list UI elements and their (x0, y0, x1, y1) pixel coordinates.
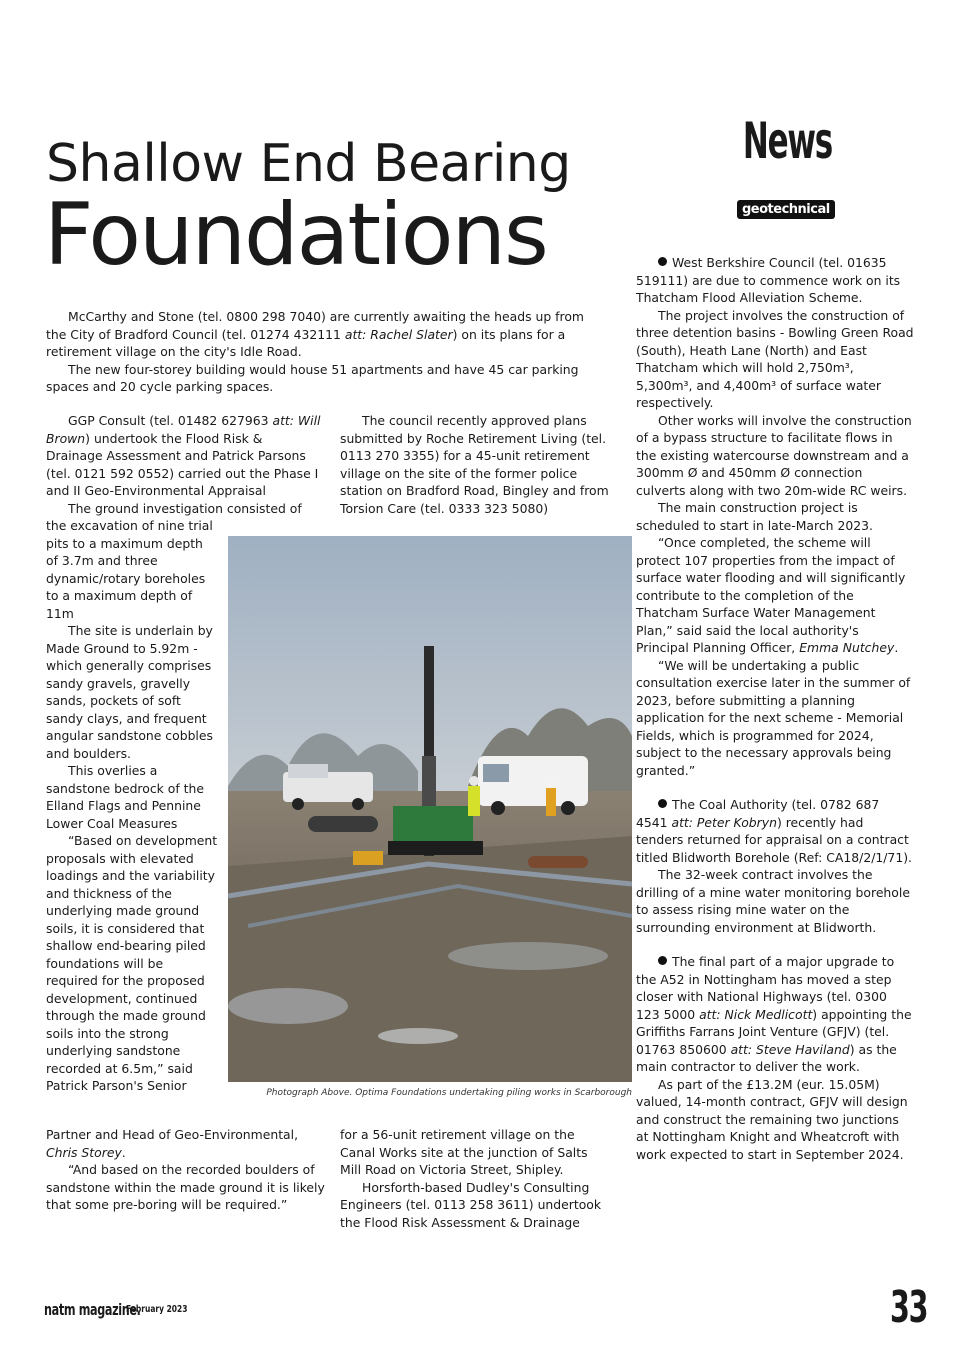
intro-text: McCarthy and Stone (tel. 0800 298 7040) are currently awaiting the heads up from the City of Bradford Council (tel. 01274 432111 att: Rachel Slater) on its plans for a retirement village on the city's Idle Road. The new four-storey building would house 51 apartments and have 45 car parking spaces and 20 cycle parking spaces. (46, 308, 606, 396)
magazine-name: natm magazine. (44, 1300, 141, 1319)
page-number: 33 (890, 1282, 928, 1333)
bullet-icon (658, 257, 667, 266)
issue-date: February 2023 (126, 1304, 188, 1315)
col1-top: GGP Consult (tel. 01482 627963 att: Will Brown) undertook the Flood Risk & Drainage Assessment and Patrick Parsons (tel. 0121 592 0552) carried out the Phase I and II Geo-Environmental Appraisal The ground investigation consisted of (46, 413, 321, 516)
headline-line1: Shallow End Bearing (46, 134, 571, 194)
photo-caption: Photograph Above. Optima Foundations undertaking piling works in Scarborough (266, 1088, 632, 1098)
headline-line2: Foundations (44, 185, 547, 285)
category-tag: geotechnical (737, 200, 835, 219)
bullet-icon (658, 956, 667, 965)
site-photo (228, 536, 632, 1082)
bullet-icon (658, 799, 667, 808)
col1-bottom: Partner and Head of Geo-Environmental, Chris Storey. “And based on the recorded boulders of sandstone within the made ground it is likely that some pre-boring will be required.” (46, 1127, 325, 1212)
col3: West Berkshire Council (tel. 01635 519111) are due to commence work on its Thatcham Flood Alleviation Scheme. The project involves the construction of three detention basins - Bowling Green Road (South), Heath Lane (North) and East Thatcham which will hold 2,750m³, 5,300m³, and 4,400m³ of surface water respectively. Other works will involve the construction of a bypass structure to facilitate flows in the existing watercourse downstream and a 300mm Ø and 450mm Ø connection culverts along with two 20m-wide RC weirs. The main construction project is scheduled to start in late-March 2023. “Once completed, the scheme will protect 107 properties from the impact of surface water flooding and will significantly contribute to the completion of the Thatcham Surface Water Management Plan,” said said the local authority's Principal Planning Officer, Emma Nutchey. “We will be undertaking a public consultation exercise later in the summer of 2023, before submitting a planning application for the next scheme - Memorial Fields, which is programmed for 2024, subject to the necessary approvals being granted.” The Coal Authority (tel. 0782 687 4541 att: Peter Kobryn) recently had tenders returned for appraisal on a contract titled Blidworth Borehole (Ref: CA18/2/1/71). The 32-week contract involves the drilling of a mine water monitoring borehole to assess rising mine water on the surrounding environment at Blidworth. The final part of a major upgrade to the A52 in Nottingham has moved a step closer with National Highways (tel. 0300 123 5000 att: Nick Medlicott) appointing the Griffiths Farrans Joint Venture (GFJV) (tel. 01763 850600 att: Steve Haviland) as the main contractor to deliver the work. As part of the £13.2M (eur. 15.05M) valued, 14-month contract, GFJV will design and construct the remaining two junctions at Nottingham Knight and Wheatcroft with work expected to start in September 2024. (636, 255, 914, 1162)
section-label: News (742, 112, 833, 170)
col2-top: The council recently approved plans submitted by Roche Retirement Living (tel. 0113 270 3355) for a 45-unit retirement village on the site of the former police station on Bradford Road, Bingley and from Torsion Care (tel. 0333 323 5080) (340, 413, 609, 516)
col1-beside-photo: the excavation of nine trial pits to a maximum depth of 3.7m and three dynamic/rotary boreholes to a maximum depth of 11m The site is underlain by Made Ground to 5.92m - which generally comprises sandy gravels, gravelly sands, pockets of soft sandy clays, and frequent angular sandstone cobbles and boulders. This overlies a sandstone bedrock of the Elland Flags and Pennine Lower Coal Measures “Based on development proposals with elevated loadings and the variability and thickness of the underlying made ground soils, it is considered that shallow end-bearing piled foundations will be required for the proposed development, continued through the made ground soils into the strong underlying sandstone recorded at 6.5m,” said Patrick Parson's Senior (46, 518, 218, 1093)
col2-bottom: for a 56-unit retirement village on the Canal Works site at the junction of Salts Mill Road on Victoria Street, Shipley. Horsforth-based Dudley's Consulting Engineers (tel. 0113 258 3611) undertook the Flood Risk Assessment & Drainage (340, 1127, 602, 1230)
intro-paragraph-2: The new four-storey building would house 51 apartments and have 45 car parking spaces and 20 cycle parking spaces. (46, 361, 579, 394)
